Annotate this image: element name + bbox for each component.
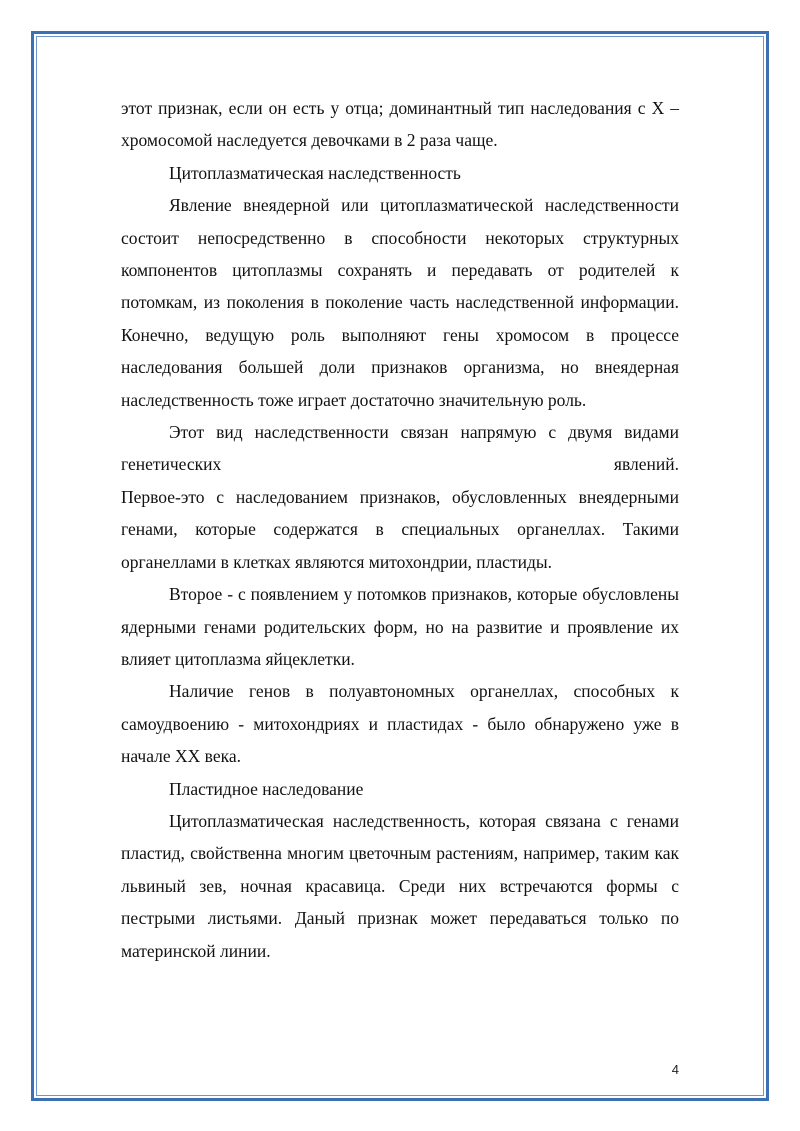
paragraph-two-phenomena: Этот вид наследственности связан напрямую с двумя видами генетических явлений. <box>121 422 679 475</box>
paragraph-second-type: Второе - с появлением у потомков признаков, которые обусловлены ядерными генами родительских форм, но на развитие и проявление их влияет цитоплазма яйцеклетки. <box>121 584 679 669</box>
paragraph-plastid-inheritance: Цитоплазматическая наследственность, которая связана с генами пластид, свойственна многим цветочным растениям, например, таким как львиный зев, ночная красавица. Среди них встречаются формы с пестрыми листьями. Даный признак может передаваться только по материнской линии. <box>121 810 679 961</box>
section-heading-cytoplasmic: Цитоплазматическая наследственность <box>169 162 461 183</box>
document-body <box>121 92 679 967</box>
paragraph-organelle-genes: Наличие генов в полуавтономных органеллах, способных к самоудвоению - митохондриях и пластидах - было обнаружено уже в начале XX века. <box>121 681 679 767</box>
paragraph-cytoplasmic-definition: Явление внеядерной или цитоплазматической наследственности состоит непосредственно в способности некоторых структурных компонентов цитоплазмы сохранять и передавать от родителей к потомкам, из поколения в поколение часть наследственной информации. Конечно, ведущую роль выполняют гены хромосом в процессе наследования большей доли признаков организма, но внеядерная наследственность тоже играет достаточно значительную роль. <box>121 195 679 410</box>
paragraph-first-type: Первое-это с наследованием признаков, обусловленных внеядерными генами, которые содержатся в специальных органеллах. Такими органеллами в клетках являются митохондрии, пластиды. <box>121 486 679 572</box>
section-heading-plastid: Пластидное наследование <box>169 778 364 799</box>
page-number: 4 <box>671 1062 679 1077</box>
paragraph-continuation: этот признак, если он есть у отца; доминантный тип наследования с Х – хромосомой наследуется девочками в 2 раза чаще. <box>121 98 679 151</box>
